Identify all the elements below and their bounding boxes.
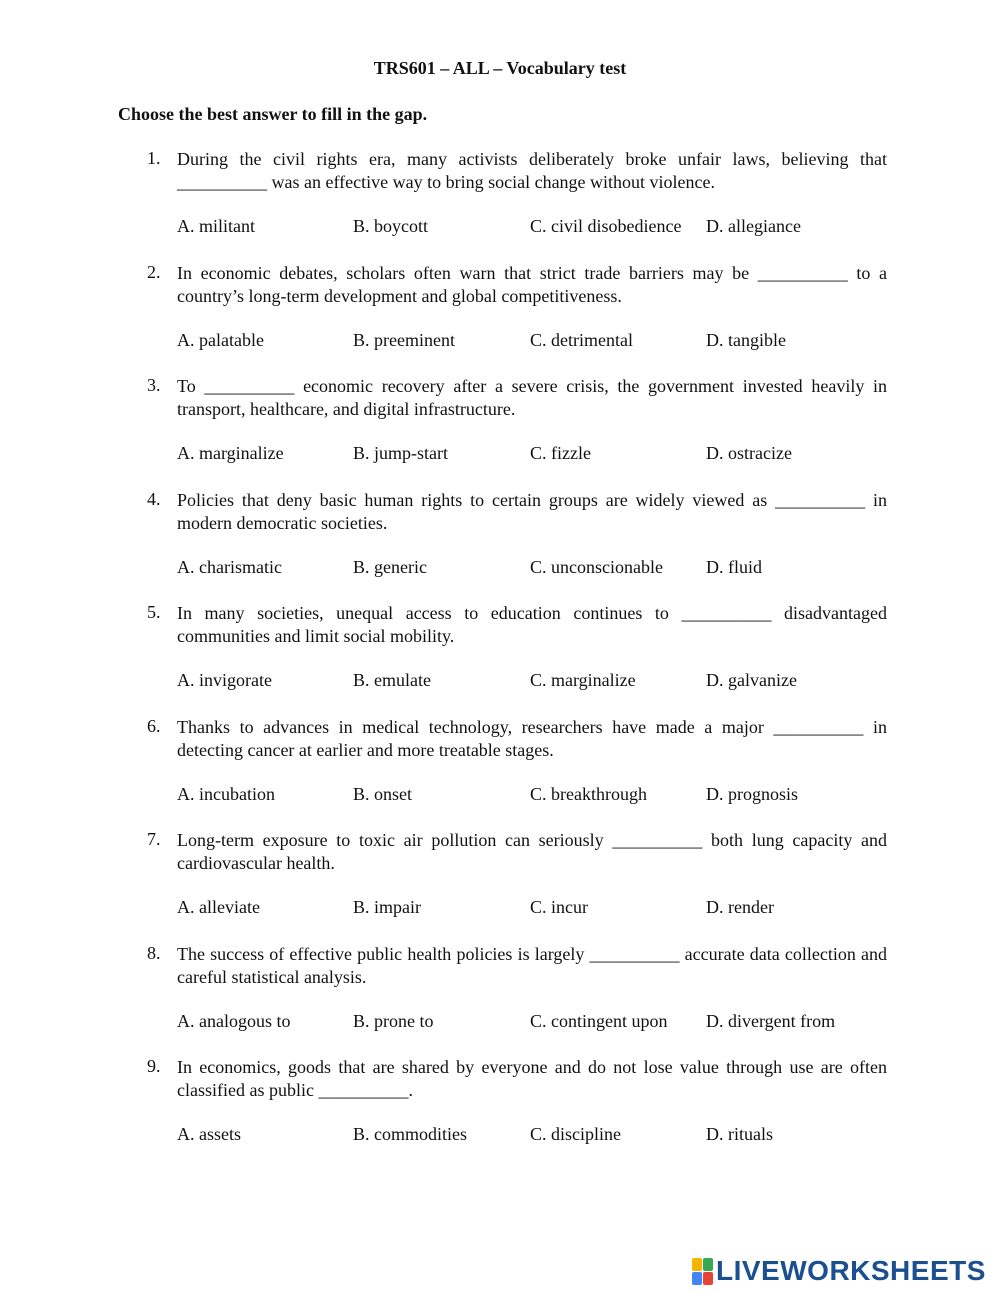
logo-block [692, 1258, 702, 1271]
question-text: Policies that deny basic human rights to certain groups are widely viewed as __________ in modern democratic societies. [177, 490, 887, 533]
logo-block [692, 1272, 702, 1285]
option-c[interactable]: C. fizzle [530, 443, 591, 463]
option-a[interactable]: A. charismatic [177, 557, 282, 577]
question-number: 4. [147, 489, 161, 509]
option-c[interactable]: C. contingent upon [530, 1011, 668, 1031]
question-number: 9. [147, 1056, 161, 1076]
option-a[interactable]: A. analogous to [177, 1011, 291, 1031]
option-a[interactable]: A. incubation [177, 784, 275, 804]
option-c[interactable]: C. civil disobedience [530, 216, 682, 236]
logo-block [703, 1272, 713, 1285]
option-d[interactable]: D. divergent from [706, 1011, 836, 1031]
option-a[interactable]: A. militant [177, 216, 255, 236]
option-a[interactable]: A. alleviate [177, 897, 260, 917]
option-a[interactable]: A. invigorate [177, 670, 272, 690]
option-a[interactable]: A. marginalize [177, 443, 284, 463]
option-d[interactable]: D. rituals [706, 1124, 773, 1144]
question-number: 8. [147, 943, 161, 963]
logo-blocks-icon [692, 1258, 712, 1284]
logo-text: LIVEWORKSHEETS [716, 1255, 986, 1286]
option-d[interactable]: D. tangible [706, 330, 786, 350]
question-number: 7. [147, 829, 161, 849]
option-b[interactable]: B. impair [353, 897, 421, 917]
option-b[interactable]: B. prone to [353, 1011, 434, 1031]
option-c[interactable]: C. marginalize [530, 670, 636, 690]
option-d[interactable]: D. prognosis [706, 784, 799, 804]
question-text: To __________ economic recovery after a severe crisis, the government invested heavily in transport, healthcare, and digital infrastructure. [177, 376, 887, 419]
question-number: 1. [147, 148, 161, 168]
option-b[interactable]: B. commodities [353, 1124, 467, 1144]
option-d[interactable]: D. render [706, 897, 774, 917]
option-b[interactable]: B. onset [353, 784, 413, 804]
option-d[interactable]: D. galvanize [706, 670, 797, 690]
option-d[interactable]: D. ostracize [706, 443, 792, 463]
question-text: Thanks to advances in medical technology, researchers have made a major __________ in detecting cancer at earlier and more treatable stages. [177, 717, 887, 760]
page-title: TRS601 – ALL – Vocabulary test [373, 58, 627, 78]
question-text: During the civil rights era, many activists deliberately broke unfair laws, believing that __________ was an effective way to bring social change without violence. [177, 149, 887, 192]
option-d[interactable]: D. allegiance [706, 216, 801, 236]
question-text: In economic debates, scholars often warn that strict trade barriers may be __________ to a country’s long-term development and global competitiveness. [177, 263, 887, 306]
logo-block [703, 1258, 713, 1271]
question-text: Long-term exposure to toxic air pollution can seriously __________ both lung capacity and cardiovascular health. [177, 830, 887, 873]
question-number: 2. [147, 262, 161, 282]
option-c[interactable]: C. discipline [530, 1124, 621, 1144]
question-number: 5. [147, 602, 161, 622]
question-text: In many societies, unequal access to education continues to __________ disadvantaged communities and limit social mobility. [177, 603, 887, 646]
option-b[interactable]: B. emulate [353, 670, 431, 690]
option-a[interactable]: A. palatable [177, 330, 264, 350]
question-text: In economics, goods that are shared by everyone and do not lose value through use are often classified as public __________. [177, 1057, 887, 1100]
option-b[interactable]: B. jump-start [353, 443, 448, 463]
option-b[interactable]: B. boycott [353, 216, 428, 236]
question-text: The success of effective public health policies is largely __________ accurate data collection and careful statistical analysis. [177, 944, 887, 987]
question-number: 3. [147, 375, 161, 395]
option-c[interactable]: C. breakthrough [530, 784, 647, 804]
option-b[interactable]: B. preeminent [353, 330, 455, 350]
instructions: Choose the best answer to fill in the gap. [118, 104, 428, 124]
liveworksheets-logo [692, 1256, 986, 1286]
option-d[interactable]: D. fluid [706, 557, 762, 577]
option-c[interactable]: C. incur [530, 897, 588, 917]
question-number: 6. [147, 716, 161, 736]
option-b[interactable]: B. generic [353, 557, 427, 577]
option-a[interactable]: A. assets [177, 1124, 241, 1144]
option-c[interactable]: C. detrimental [530, 330, 633, 350]
option-c[interactable]: C. unconscionable [530, 557, 663, 577]
